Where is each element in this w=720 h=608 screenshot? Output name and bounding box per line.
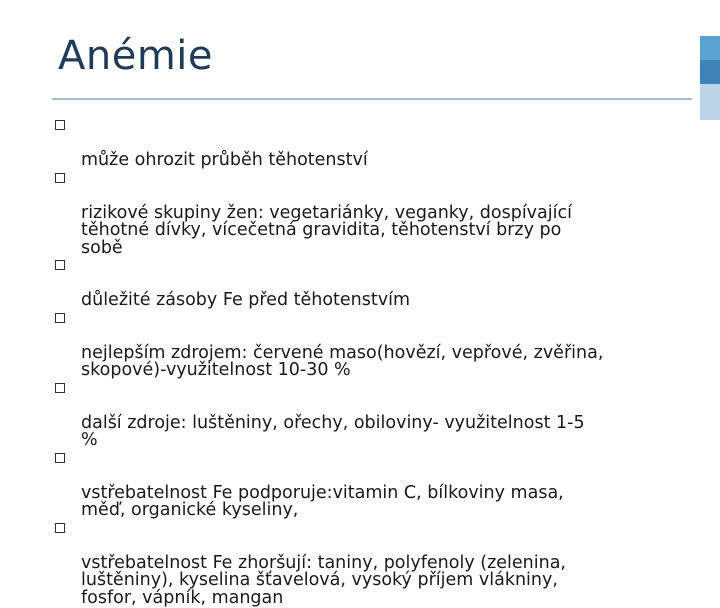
square-bullet-icon bbox=[55, 453, 65, 463]
bullet-text: nejlepším zdrojem: červené maso(hovězí, vepřové, zvěřina, skopové)-využitelnost 10-30 % bbox=[81, 342, 604, 380]
bullet-item bbox=[55, 170, 695, 258]
bullet-text: další zdroje: luštěniny, ořechy, obiloviny- využitelnost 1-5 % bbox=[81, 412, 585, 450]
side-accent-bar bbox=[700, 36, 720, 120]
bullet-item bbox=[55, 117, 695, 170]
bullet-text: může ohrozit průběh těhotenství bbox=[81, 150, 368, 170]
bullet-item bbox=[55, 450, 695, 520]
square-bullet-icon bbox=[55, 120, 65, 130]
square-bullet-icon bbox=[55, 313, 65, 323]
square-bullet-icon bbox=[55, 260, 65, 270]
square-bullet-icon bbox=[55, 523, 65, 533]
side-accent-segment bbox=[700, 36, 720, 60]
square-bullet-icon bbox=[55, 173, 65, 183]
bullet-item bbox=[55, 257, 695, 310]
bullet-item bbox=[55, 310, 695, 380]
title-divider bbox=[52, 98, 692, 100]
side-accent-segment bbox=[700, 60, 720, 84]
bullet-item bbox=[55, 520, 695, 608]
bullet-text: důležité zásoby Fe před těhotenstvím bbox=[81, 290, 411, 310]
bullet-list bbox=[55, 117, 695, 607]
bullet-text: vstřebatelnost Fe zhoršují: taniny, polyfenoly (zelenina, luštěniny), kyselina šťavelová, vysoký příjem vlákniny, fosfor, vápník, mangan bbox=[81, 552, 566, 608]
slide-title: Anémie bbox=[58, 33, 214, 79]
bullet-text: vstřebatelnost Fe podporuje:vitamin C, bílkoviny masa, měď, organické kyseliny, bbox=[81, 482, 564, 520]
bullet-text: rizikové skupiny žen: vegetariánky, veganky, dospívající těhotné dívky, vícečetná gravidita, těhotenství brzy po sobě bbox=[81, 202, 572, 258]
square-bullet-icon bbox=[55, 383, 65, 393]
bullet-item bbox=[55, 380, 695, 450]
side-accent-segment bbox=[700, 84, 720, 120]
